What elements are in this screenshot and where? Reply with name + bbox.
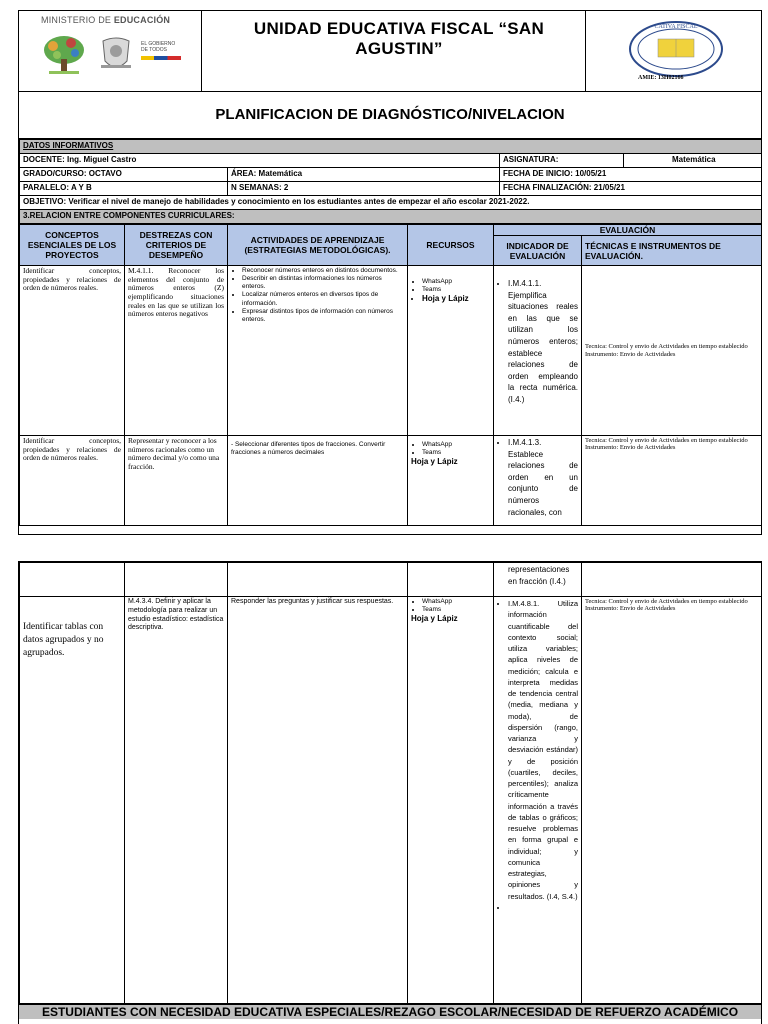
table-row [20, 563, 762, 597]
actividades-cell [228, 266, 408, 436]
list-item: • Expresar distintos tipos de información con números enteros. [242, 308, 404, 324]
concepto-cell: Identificar tablas con datos agrupados y no agrupados. [20, 597, 125, 1004]
tecnicas-cell [582, 266, 762, 436]
list-item-empty [508, 902, 578, 913]
tree-logo-icon [41, 33, 87, 77]
curriculum-table-continued [19, 562, 762, 1004]
concepto-cell: Identificar conceptos, propiedades y relaciones de orden de números reales. [20, 436, 125, 526]
school-name: UNIDAD EDUCATIVA FISCAL “SAN AGUSTIN” [253, 19, 545, 58]
list-item: • WhatsApp [422, 598, 490, 606]
instrumento-text: Instrumento: Envio de Actividades [585, 444, 676, 452]
curriculum-table [19, 224, 762, 526]
coat-of-arms-icon [99, 35, 133, 75]
grado: GRADO/CURSO: OCTAVO [20, 168, 228, 182]
ministry-name: MINISTERIO DE EDUCACIÓN [41, 15, 171, 25]
tecnica-text: Tecnica: Control y envio de Actividades en tiempo establecido [585, 437, 748, 444]
list-item: • WhatsApp [422, 278, 490, 286]
document-header [19, 11, 761, 92]
indicador-cell [494, 597, 582, 1004]
table-row [20, 597, 762, 1004]
school-seal-icon [626, 19, 726, 83]
info-table [19, 139, 762, 224]
destreza-cell: Representar y reconocer a los números racionales como un número decimal y/o como una fracción. [125, 436, 228, 526]
col-evaluacion: EVALUACIÓN [494, 225, 762, 236]
fecha-inicio: FECHA DE INICIO: 10/05/21 [500, 168, 762, 182]
amie-code: AMIE: 13H02166 [638, 75, 684, 81]
area: ÁREA: Matemática [228, 168, 500, 182]
tecnica-text: Tecnica: Control y envio de Actividades en tiempo establecido [585, 598, 748, 605]
asignatura-label: ASIGNATURA: [500, 154, 624, 168]
docente: DOCENTE: Ing. Miguel Castro [20, 154, 500, 168]
page-2 [18, 561, 762, 1024]
list-item: • Localizar números enteros en diversos tipos de información. [242, 291, 404, 307]
list-item: • Teams [422, 449, 490, 457]
list-item: • Reconocer números enteros en distintos documentos. [242, 267, 404, 275]
col-recursos: RECURSOS [408, 225, 494, 266]
instrumento-text: Instrumento: Envio de Actividades [585, 350, 676, 358]
list-item: • I.M.4.1.3. Establece relaciones de orden en un conjunto de números racionales, con [508, 437, 578, 518]
recursos-cell [408, 436, 494, 526]
objetivo: OBJETIVO: Verificar el nivel de manejo de habilidades y conocimiento en los estudiantes antes de empezar el año escolar 2021-2022. [20, 196, 762, 210]
list-item: • I.M.4.8.1. Utiliza información cuantificable del contexto social; utiliza variables; aplica niveles de medición; calcula e interpreta medidas de tendencia central (media, mediana y moda), de dispersión (rango, varianza y desviación estándar) y de posición (cuartiles, deciles, percentiles); analiza críticamente información a través de tablas o gráficos; resuelve problemas en forma grupal e individual; y comunica estrategias, opiniones y resultados. (I.4, S.4.) [508, 598, 578, 902]
government-logo: EL GOBIERNO DE TODOS [141, 41, 181, 60]
indicador-cell [494, 266, 582, 436]
ministry-logo-block [19, 11, 202, 91]
table-row [20, 266, 762, 436]
destreza-cell: M.4.1.1. Reconocer los elementos del conjunto de números enteros (Z) ejemplificando situaciones reales en las que se utilizan los números enteros negativos [125, 266, 228, 436]
list-item: • WhatsApp [422, 441, 490, 449]
paralelo: PARALELO: A Y B [20, 182, 228, 196]
asignatura-value: Matemática [624, 154, 762, 168]
tecnicas-cell [582, 597, 762, 1004]
col-destrezas: DESTREZAS CON CRITERIOS DE DESEMPEÑO [125, 225, 228, 266]
col-tecnicas: TÉCNICAS E INSTRUMENTOS DE EVALUACIÓN. [582, 236, 762, 266]
col-conceptos: CONCEPTOS ESENCIALES DE LOS PROYECTOS [20, 225, 125, 266]
concepto-cell: Identificar conceptos, propiedades y relaciones de orden de números reales. [20, 266, 125, 436]
indicador-cell [494, 436, 582, 526]
col-actividades: ACTIVIDADES DE APRENDIZAJE (ESTRATEGIAS METODOLÓGICAS). [228, 225, 408, 266]
svg-text:CATIVA FISCAL: CATIVA FISCAL [654, 24, 698, 30]
plan-title: PLANIFICACION DE DIAGNÓSTICO/NIVELACION [19, 92, 761, 139]
list-item: • Describir en distintas informaciones los números enteros. [242, 275, 404, 291]
list-item: • Teams [422, 606, 490, 614]
recursos-extra: Hoja y Lápiz [411, 614, 458, 624]
list-item: • I.M.4.1.1. Ejemplifica situaciones reales en las que se utilizan los números enteros; establece relaciones de orden empleando la recta numérica. (I.4.) [508, 278, 578, 406]
school-seal-block [585, 11, 761, 91]
table-row [20, 436, 762, 526]
recursos-cell [408, 597, 494, 1004]
destreza-cell: M.4.3.4. Definir y aplicar la metodología para realizar un estudio estadístico: estadística descriptiva. [125, 597, 228, 1004]
section-datos: DATOS INFORMATIVOS [20, 140, 762, 154]
actividades-cell: Responder las preguntas y justificar sus respuestas. [228, 597, 408, 1004]
actividades-cell: - Seleccionar diferentes tipos de fracciones. Convertir fracciones a números decimales [228, 436, 408, 526]
recursos-extra: Hoja y Lápiz [411, 457, 458, 467]
page-1 [18, 10, 762, 535]
recursos-cell [408, 266, 494, 436]
col-indicador: INDICADOR DE EVALUACIÓN [494, 236, 582, 266]
tecnica-text: Tecnica: Control y envio de Actividades en tiempo establecido [585, 343, 748, 351]
nee-section-heading: ESTUDIANTES CON NECESIDAD EDUCATIVA ESPECIALES/REZAGO ESCOLAR/NECESIDAD DE REFUERZO ACADÉMICO [19, 1004, 761, 1019]
list-item: • Teams [422, 286, 490, 294]
semanas: N SEMANAS: 2 [228, 182, 500, 196]
instrumento-text: Instrumento: Envio de Actividades [585, 605, 676, 613]
indicador-continuation: representaciones en fracción (I.4.) [494, 563, 582, 597]
fecha-fin: FECHA FINALIZACIÓN: 21/05/21 [500, 182, 762, 196]
list-item: • Hoja y Lápiz [422, 294, 490, 304]
relacion-heading: 3.RELACION ENTRE COMPONENTES CURRICULARES: [20, 210, 762, 224]
tecnicas-cell [582, 436, 762, 526]
